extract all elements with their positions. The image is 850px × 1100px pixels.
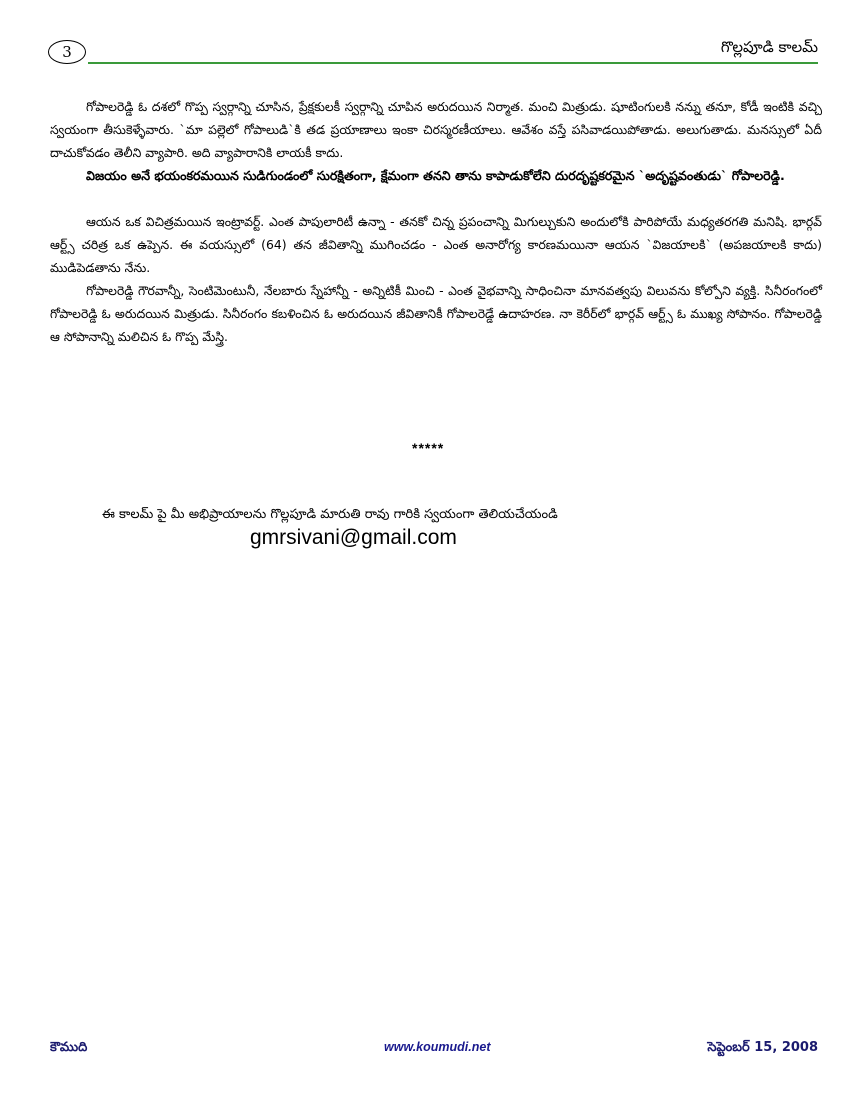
article-body — [50, 95, 822, 348]
page-number: 3 — [48, 40, 86, 64]
header-divider — [88, 62, 818, 64]
column-title: గొల్లపూడి కాలమ్ — [720, 38, 818, 56]
contact-email[interactable]: gmrsivani@gmail.com — [250, 526, 457, 549]
end-mark: ***** — [412, 440, 445, 456]
article-highlight-paragraph: విజయం అనే భయంకరమయిన సుడిగుండంలో సురక్షితంగా, క్షేమంగా తనని తాను కాపాడుకోలేని దురదృష్టకరమైన `అదృష్టవంతుడు` గోపాలరెడ్డి. — [86, 168, 785, 183]
footer-publication: కౌముది — [50, 1040, 88, 1055]
paragraph-spacer — [50, 187, 822, 210]
footer-website-link[interactable]: www.koumudi.net — [384, 1040, 491, 1054]
article-paragraph: ఆయన ఒక విచిత్రమయిన ఇంట్రావర్ట్. ఎంత పాపులారిటీ ఉన్నా - తనకో చిన్న ప్రపంచాన్ని మిగుల్చుకుని అందులోకి పారిపోయే మధ్యతరగతి మనిషి. భార్గవ్ ఆర్ట్స్ చరిత్ర ఒక ఉప్పెన. ఈ వయస్సులో (64) తన జీవితాన్ని ముగించడం - ఎంత అనారోగ్య కారణమయినా ఆయన `విజయాలకి` (అపజయాలకి కాదు) ముడిపెడతాను నేను. — [50, 214, 822, 275]
feedback-note: ఈ కాలమ్ పై మీ అభిప్రాయాలను గొల్లపూడి మారుతి రావు గారికి స్వయంగా తెలియచేయండి — [102, 507, 558, 522]
article-paragraph: గోపాలరెడ్డి ఓ దశలో గొప్ప స్వర్గాన్ని చూసిన, ప్రేక్షకులకీ స్వర్గాన్ని చూపిన అరుదయిన నిర్మాత. మంచి మిత్రుడు. షూటింగులకి నన్ను తనూ, కోడీ ఇంటికి వచ్చి స్వయంగా తీసుకెళ్ళేవారు. `మా పల్లెలో గోపాలుడి`కి తడ ప్రయాణాలు ఇంకా చిరస్మరణీయాలు. ఆవేశం వస్తే పసివాడయిపోతాడు. అలుగుతాడు. మనస్సులో ఏదీ దాచుకోవడం తెలీని వ్యాపారి. అది వ్యాపారానికి లాయకీ కాదు. — [50, 99, 822, 160]
footer-date: సెప్టెంబర్ 15, 2008 — [707, 1040, 818, 1055]
article-paragraph: గోపాలరెడ్డి గౌరవాన్నీ, సెంటిమెంటునీ, నేలబారు స్నేహాన్నీ - అన్నిటికీ మించి - ఎంత వైభవాన్ని సాధించినా మానవత్వపు విలువను కోల్పోని వ్యక్తి. సినీరంగంలో గోపాలరెడ్డి ఓ అరుదయిన మిత్రుడు. సినీరంగం కబళించిన ఓ అరుదయిన జీవితానికీ గోపాలరెడ్డే ఉదాహరణ. నా కెరీర్‌లో భార్గవ్ ఆర్ట్స్ ఓ ముఖ్య సోపానం. గోపాలరెడ్డి ఆ సోపానాన్ని మలిచిన ఓ గొప్ప మేస్త్రి. — [50, 283, 822, 344]
